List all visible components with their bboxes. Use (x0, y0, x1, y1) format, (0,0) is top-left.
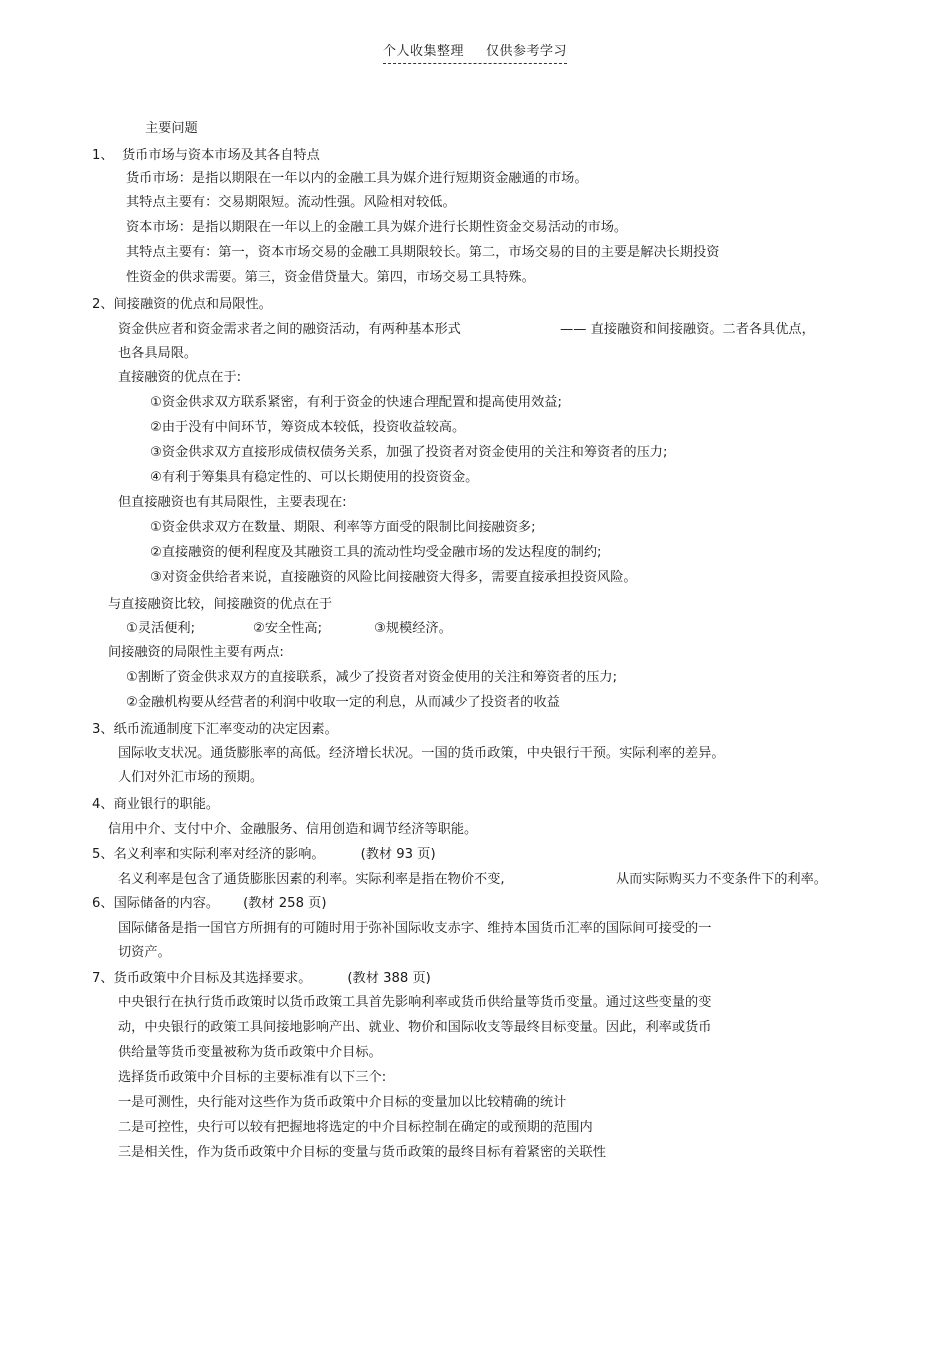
q7-heading (92, 970, 431, 988)
q4-title: 4、商业银行的职能。 (92, 797, 220, 812)
q1-line: 资本市场：是指以期限在一年以上的金融工具为媒介进行长期性资金交易活动的市场。 (126, 220, 628, 235)
q5-line-a: 名义利率是包含了通货膨胀因素的利率。实际利率是指在物价不变, (118, 872, 505, 887)
q7-line: 三是相关性，作为货币政策中介目标的变量与货币政策的最终目标有着紧密的关联性 (118, 1145, 606, 1160)
q7-line: 二是可控性，央行可以较有把握地将选定的中介目标控制在确定的或预期的范围内 (118, 1120, 593, 1135)
q2-intro-a: 资金供应者和资金需求者之间的融资活动，有两种基本形式 (118, 322, 461, 337)
q2-direct-adv-item: ④有利于筹集具有稳定性的、可以长期使用的投资资金。 (150, 470, 479, 485)
q6-line: 切资产。 (118, 945, 171, 960)
q1-title: 货币市场与资本市场及其各自特点 (122, 148, 320, 163)
q2-indirect-lim-title: 间接融资的局限性主要有两点: (108, 645, 284, 660)
q2-indirect-adv-item: ②安全性高; (253, 621, 323, 636)
header-left: 个人收集整理 (382, 44, 464, 59)
q1-number: 1、 (92, 148, 114, 163)
q7-line: 供给量等货币变量被称为货币政策中介目标。 (118, 1045, 382, 1060)
q2-intro-c: 也各具局限。 (118, 346, 198, 361)
section-title: 主要问题 (145, 121, 198, 136)
q2-intro-b: —— 直接融资和间接融资。二者各具优点， (560, 322, 815, 337)
q5-heading (92, 846, 436, 864)
q2-indirect-adv-items (126, 620, 452, 638)
q1-line: 其特点主要有：交易期限短。流动性强。风险相对较低。 (126, 195, 456, 210)
q2-indirect-adv-item: ①灵活便利; (126, 621, 196, 636)
q2-direct-lim-item: ③对资金供给者来说，直接融资的风险比间接融资大得多，需要直接承担投资风险。 (150, 570, 637, 585)
q2-direct-lim-title: 但直接融资也有其局限性，主要表现在: (118, 495, 347, 510)
q4-line: 信用中介、支付中介、金融服务、信用创造和调节经济等职能。 (108, 822, 478, 837)
q1-line: 货币市场：是指以期限在一年以内的金融工具为媒介进行短期资金融通的市场。 (126, 171, 588, 186)
q2-title: 2、间接融资的优点和局限性。 (92, 297, 272, 312)
page-header (0, 40, 950, 64)
q2-direct-adv-title: 直接融资的优点在于: (118, 370, 242, 385)
q6-ref: (教材 258 页) (243, 896, 327, 911)
q3-line: 人们对外汇市场的预期。 (118, 770, 264, 785)
q5-ref: (教材 93 页) (360, 847, 436, 862)
q6-line: 国际储备是指一国官方所拥有的可随时用于弥补国际收支赤字、维持本国货币汇率的国际间可接受的一 (118, 921, 712, 936)
header-right: 仅供参考学习 (486, 44, 568, 59)
q2-direct-adv-item: ②由于没有中间环节，筹资成本较低，投资收益较高。 (150, 420, 466, 435)
q1-line: 性资金的供求需要。第三，资金借贷量大。第四，市场交易工具特殊。 (126, 270, 535, 285)
q6-title: 6、国际储备的内容。 (92, 896, 220, 911)
q2-indirect-lim-item: ②金融机构要从经营者的利润中收取一定的利息，从而减少了投资者的收益 (126, 695, 560, 710)
q2-direct-lim-item: ①资金供求双方在数量、期限、利率等方面受的限制比间接融资多; (150, 520, 536, 535)
q7-line: 选择货币政策中介目标的主要标准有以下三个: (118, 1070, 387, 1085)
q6-heading (92, 895, 327, 913)
q2-indirect-adv-title: 与直接融资比较，间接融资的优点在于 (108, 597, 333, 612)
header-text (383, 40, 567, 64)
q7-title: 7、货币政策中介目标及其选择要求。 (92, 971, 312, 986)
q7-line: 中央银行在执行货币政策时以货币政策工具首先影响利率或货币供给量等货币变量。通过这些变量的变 (118, 995, 712, 1010)
q2-direct-adv-item: ①资金供求双方联系紧密，有利于资金的快速合理配置和提高使用效益; (150, 395, 562, 410)
q7-line: 一是可测性，央行能对这些作为货币政策中介目标的变量加以比较精确的统计 (118, 1095, 567, 1110)
q7-ref: (教材 388 页) (347, 971, 431, 986)
q7-line: 动，中央银行的政策工具间接地影响产出、就业、物价和国际收支等最终目标变量。因此，利率或货币 (118, 1020, 712, 1035)
q3-line: 国际收支状况。通货膨胀率的高低。经济增长状况。一国的货币政策，中央银行干预。实际利率的差异。 (118, 746, 725, 761)
q5-line-b: 从而实际购买力不变条件下的利率。 (616, 872, 827, 887)
q1-line: 其特点主要有：第一，资本市场交易的金融工具期限较长。第二，市场交易的目的主要是解决长期投资 (126, 245, 720, 260)
q5-title: 5、名义利率和实际利率对经济的影响。 (92, 847, 325, 862)
q2-indirect-adv-item: ③规模经济。 (374, 621, 452, 636)
q3-title: 3、纸币流通制度下汇率变动的决定因素。 (92, 722, 338, 737)
q2-direct-lim-item: ②直接融资的便利程度及其融资工具的流动性均受金融市场的发达程度的制约; (150, 545, 602, 560)
q2-indirect-lim-item: ①割断了资金供求双方的直接联系，减少了投资者对资金使用的关注和筹资者的压力; (126, 670, 618, 685)
q2-direct-adv-item: ③资金供求双方直接形成债权债务关系，加强了投资者对资金使用的关注和筹资者的压力; (150, 445, 668, 460)
